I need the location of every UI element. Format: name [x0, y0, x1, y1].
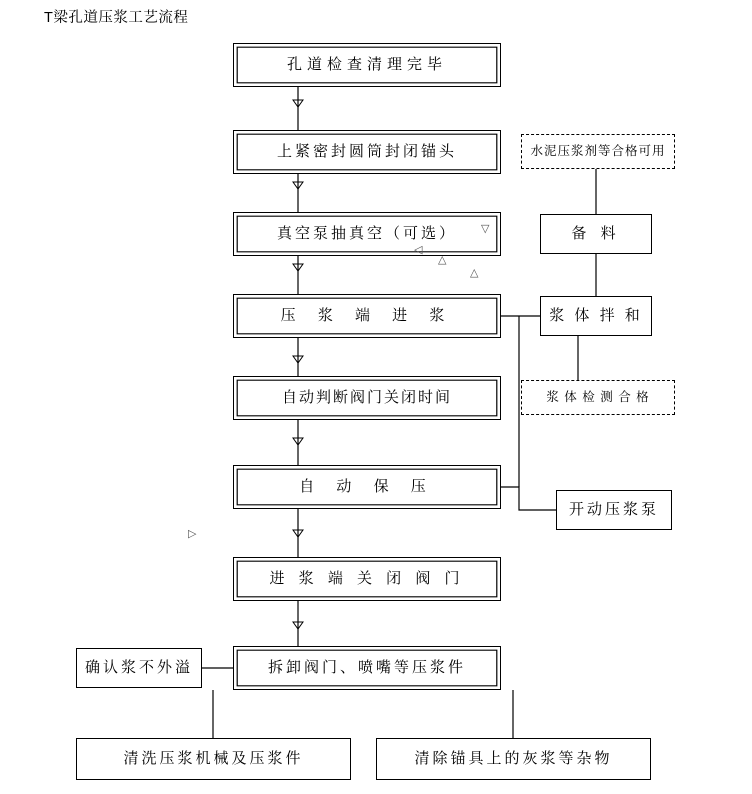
- flow-node-n15[interactable]: [521, 380, 675, 415]
- cursor-mark-2: ▽: [481, 223, 490, 235]
- arrowhead-n7-to-n8: [293, 622, 303, 629]
- connector-n6-to-n16: [501, 487, 556, 510]
- flow-node-label: 孔道检查清理完毕: [286, 56, 447, 73]
- flow-node-label: 自 动 保 压: [299, 478, 435, 495]
- connector-n8-to-bottom: [213, 690, 513, 738]
- flow-node-n3[interactable]: [233, 212, 501, 256]
- flow-node-label: 水泥压浆剂等合格可用: [530, 144, 666, 158]
- flow-node-n10[interactable]: [76, 738, 351, 780]
- flow-node-label: 上紧密封圆筒封闭锚头: [276, 143, 457, 160]
- arrowhead-n2-to-n3: [293, 182, 303, 189]
- flow-node-n6[interactable]: [233, 465, 501, 509]
- flow-node-n12[interactable]: [521, 134, 675, 169]
- arrowhead-n5-to-n6: [293, 438, 303, 445]
- flow-node-label: 浆 体 拌 和: [549, 307, 643, 324]
- flow-node-label: 进 浆 端 关 闭 阀 门: [269, 570, 465, 587]
- flow-node-n1[interactable]: [233, 43, 501, 87]
- flow-node-n16[interactable]: [556, 490, 672, 530]
- arrowhead-n1-to-n2: [293, 100, 303, 107]
- flow-node-n5[interactable]: [233, 376, 501, 420]
- arrowhead-n6-to-n7: [293, 530, 303, 537]
- arrowhead-n3-to-n4: [293, 264, 303, 271]
- flow-node-label: 拆卸阀门、喷嘴等压浆件: [267, 659, 466, 676]
- arrowhead-n4-to-n5: [293, 356, 303, 363]
- cursor-mark-3: △: [470, 267, 479, 279]
- flow-node-label: 备 料: [571, 225, 621, 242]
- flow-node-label: 压 浆 端 进 浆: [280, 307, 454, 324]
- flow-node-n14[interactable]: [540, 296, 652, 336]
- cursor-mark-5: ◁: [414, 244, 423, 256]
- flow-node-n4[interactable]: [233, 294, 501, 338]
- flow-node-label: 浆 体 检 测 合 格: [546, 390, 650, 404]
- flow-node-n11[interactable]: [376, 738, 651, 780]
- flow-node-label: 开动压浆泵: [568, 501, 659, 518]
- flow-node-n7[interactable]: [233, 557, 501, 601]
- page-title: T梁孔道压浆工艺流程: [44, 10, 189, 26]
- cursor-mark-4: △: [438, 254, 447, 266]
- flow-node-n2[interactable]: [233, 130, 501, 174]
- flow-node-label: 清除锚具上的灰浆等杂物: [414, 750, 613, 767]
- flow-node-n13[interactable]: [540, 214, 652, 254]
- flow-node-n9[interactable]: [76, 648, 202, 688]
- flow-node-label: 清洗压浆机械及压浆件: [123, 750, 304, 767]
- flow-node-label: 确认浆不外溢: [84, 659, 193, 676]
- cursor-mark-1: ▷: [188, 528, 197, 540]
- flow-node-label: 真空泵抽真空（可选）: [276, 225, 457, 242]
- flow-node-n8[interactable]: [233, 646, 501, 690]
- flow-node-label: 自动判断阀门关闭时间: [281, 389, 452, 406]
